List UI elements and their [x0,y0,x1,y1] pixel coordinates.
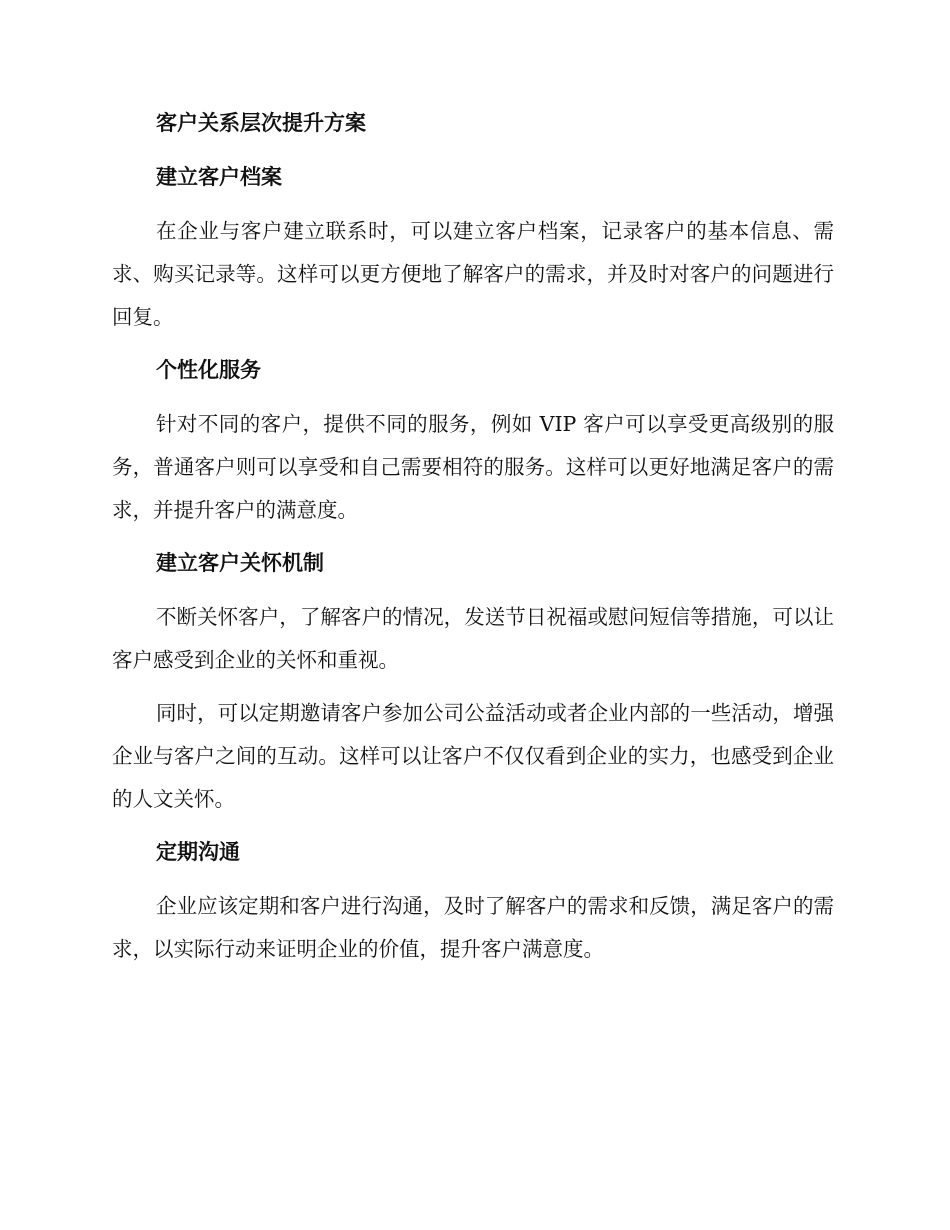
section-heading-customer-profile: 建立客户档案 [156,165,282,189]
section-paragraph: 企业应该定期和客户进行沟通，及时了解客户的需求和反馈，满足客户的需求，以实际行动来证明企业的价值，提升客户满意度。 [112,894,834,961]
section-paragraph: 在企业与客户建立联系时，可以建立客户档案，记录客户的基本信息、需求、购买记录等。这样可以更方便地了解客户的需求，并及时对客户的问题进行回复。 [112,219,834,329]
document-body [112,108,834,987]
section-paragraph: 不断关怀客户，了解客户的情况，发送节日祝福或慰问短信等措施，可以让客户感受到企业的关怀和重视。 [112,605,834,672]
section-heading-regular-communication: 定期沟通 [156,840,240,864]
section-heading-personalized-service: 个性化服务 [156,358,261,382]
section-paragraph: 同时，可以定期邀请客户参加公司公益活动或者企业内部的一些活动，增强企业与客户之间的互动。这样可以让客户不仅仅看到企业的实力，也感受到企业的人文关怀。 [112,701,834,811]
section-heading-customer-care: 建立客户关怀机制 [156,551,324,575]
section-paragraph: 针对不同的客户，提供不同的服务，例如 VIP 客户可以享受更高级别的服务，普通客户则可以享受和自己需要相符的服务。这样可以更好地满足客户的需求，并提升客户的满意度。 [112,412,834,522]
document-title: 客户关系层次提升方案 [156,111,366,135]
